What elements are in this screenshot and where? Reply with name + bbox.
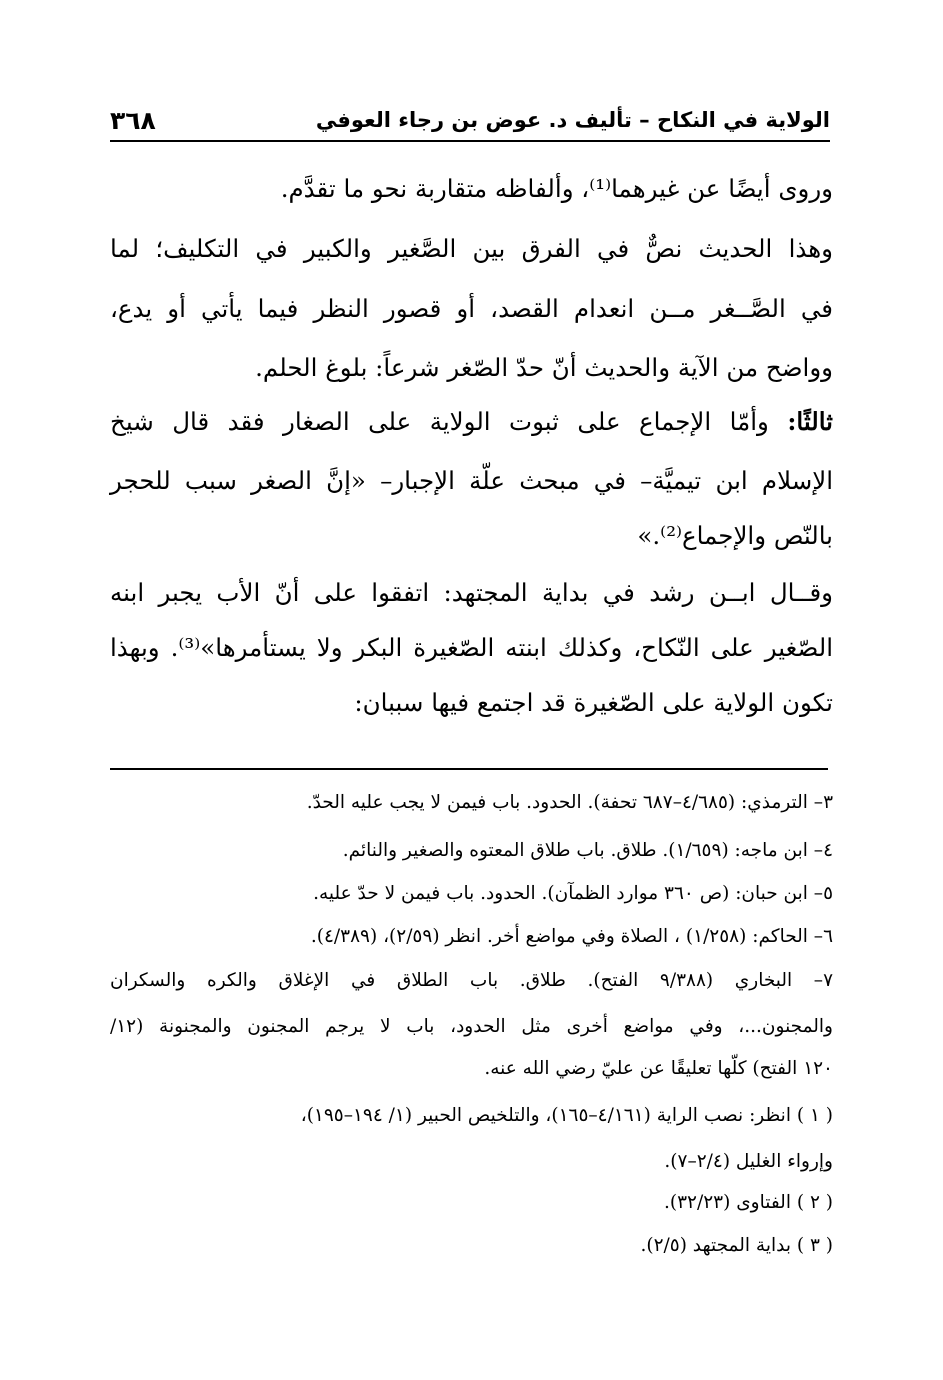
- body-line: وهذا الحديث نصٌّ في الفرق بين الصَّغير والكبير في التكليف؛ لما: [110, 234, 833, 263]
- footnote-line: ٥– ابن حبان: (ص ٣٦٠ موارد الظمآن). الحدود. باب فيمن لا حدّ عليه.: [313, 883, 833, 904]
- running-title: الولاية في النكاح – تأليف د. عوض بن رجاء العوفي: [315, 108, 830, 132]
- section-label: ثالثًا:: [787, 407, 833, 436]
- body-line: الإسلام ابن تيميَّة– في مبحث علّة الإجبار– «إنَّ الصغر سبب للحجر: [110, 466, 833, 495]
- footnote-line: ٧– البخاري (٩/٣٨٨ الفتح). طلاق. باب الطلاق في الإغلاق والكره والسكران: [110, 970, 833, 991]
- footnote-line: ٤– ابن ماجه: (١/٦٥٩). طلاق. باب طلاق المعتوه والصغير والنائم.: [342, 840, 833, 861]
- footnote-line: ٦– الحاكم: (١/٢٥٨) ، الصلاة وفي مواضع أخر. انظر (٢/٥٩)، (٤/٣٨٩).: [310, 926, 833, 947]
- body-line: تكون الولاية على الصّغيرة قد اجتمع فيها سببان:: [354, 688, 833, 717]
- footnote-line: وإرواء الغليل (٢/٤–٧).: [664, 1151, 833, 1172]
- footnote-line: ( ٢ ) الفتاوى (٣٢/٢٣).: [664, 1192, 833, 1213]
- footnote-line: ١٢٠ الفتح) كلّها تعليقًا عن عليّ رضي الله عنه.: [484, 1058, 833, 1079]
- page-header: [110, 104, 830, 142]
- body-line: ثالثًا: وأمّا الإجماع على ثبوت الولاية على الصغار فقد قال شيخ: [110, 407, 833, 436]
- body-line: وقــال ابــن رشد في بداية المجتهد: اتفقوا على أنّ الأب يجبر ابنه: [110, 578, 833, 607]
- footnote-separator: [110, 768, 828, 770]
- footnote-line: ٣– الترمذي: (٤/٦٨٥–٦٨٧ تحفة). الحدود. باب فيمن لا يجب عليه الحدّ.: [306, 792, 833, 813]
- page-number: ٣٦٨: [110, 106, 156, 135]
- body-line: وواضح من الآية والحديث أنّ حدّ الصّغر شرعاً: بلوغ الحلم.: [255, 353, 833, 382]
- footnote-line: والمجنون...، وفي مواضع أخرى مثل الحدود، باب لا يرجم المجنون والمجنونة (١٢/: [110, 1016, 833, 1037]
- body-line: بالنّص والإجماع⁽²⁾.»: [637, 521, 833, 550]
- footnote-line: ( ١ ) انظر: نصب الراية (٤/١٦١–١٦٥)، والتلخيص الحبير (١/ ١٩٤–١٩٥)،: [300, 1105, 833, 1126]
- body-line: في الصَّــغر مــن انعدام القصد، أو قصور النظر فيما يأتي أو يدع،: [110, 294, 833, 323]
- body-line: الصّغير على النّكاح، وكذلك ابنته الصّغيرة البكر ولا يستأمرها»⁽³⁾. وبهذا: [110, 633, 834, 662]
- body-line: وروى أيضًا عن غيرهما⁽¹⁾، وألفاظه متقاربة نحو ما تقدَّم.: [280, 174, 833, 203]
- footnote-line: ( ٣ ) بداية المجتهد (٢/٥).: [640, 1235, 833, 1256]
